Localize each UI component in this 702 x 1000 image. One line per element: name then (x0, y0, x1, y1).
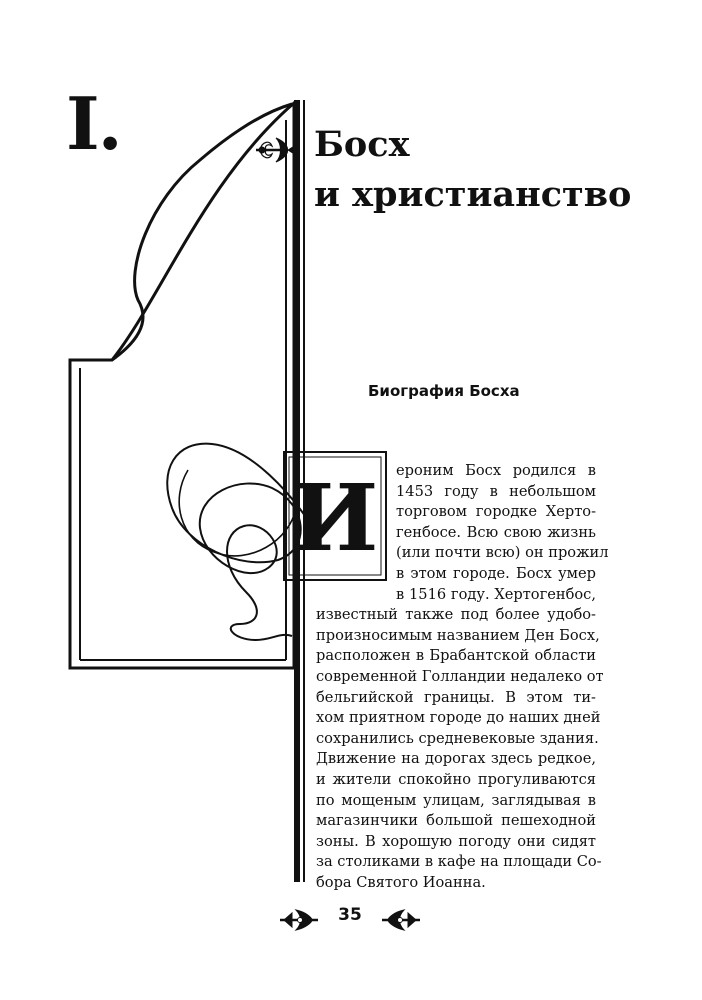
page-number: 35 (338, 905, 362, 925)
chapter-title (314, 120, 684, 220)
body-paragraph (316, 461, 609, 893)
text-line: в 1516 году. Хертогенбос, (396, 585, 596, 603)
panel-outline-outer (70, 103, 294, 668)
text-line: ероним Босх родился в (396, 462, 596, 479)
text-line: зоны. В хорошую погоду они сидят (316, 832, 596, 850)
text-line: бора Святого Иоанна. (316, 873, 486, 891)
text-line: 1453 году в небольшом (396, 482, 596, 500)
text-line: по мощеным улицам, заглядывая в (316, 791, 596, 809)
chapter-number: I. (66, 81, 121, 166)
text-line: известный также под более удобо- (316, 606, 596, 624)
panel-outline-inner (80, 120, 286, 660)
text-line: расположен в Брабантской области (316, 647, 596, 665)
text-line: за столиками в кафе на площади Со- (316, 853, 602, 871)
text-line: торговом городке Херто- (396, 503, 596, 521)
text-line: Движение на дорогах здесь редкое, (316, 750, 596, 768)
fleur-ornament-icon (256, 138, 296, 162)
text-line: произносимым названием Ден Босх, (316, 626, 600, 644)
chapter-title-line-2: и христианство (314, 174, 632, 215)
text-line: современной Голландии недалеко от (316, 667, 604, 685)
text-line: и жители спокойно прогуливаются (316, 770, 596, 788)
chapter-title-line-1: Босх (314, 124, 410, 165)
text-line: (или почти всю) он прожил (396, 544, 609, 562)
text-line: сохранились средневековые здания. (316, 729, 599, 747)
text-line: в этом городе. Босх умер (396, 564, 596, 582)
text-line: генбосе. Всю свою жизнь (396, 523, 596, 541)
text-line: хом приятном городе до наших дней (316, 709, 601, 727)
drop-cap-letter: И (291, 464, 379, 572)
text-line: бельгийской границы. В этом ти- (316, 688, 596, 706)
text-line: магазинчики большой пешеходной (316, 812, 596, 830)
section-heading: Биография Босха (368, 382, 520, 400)
